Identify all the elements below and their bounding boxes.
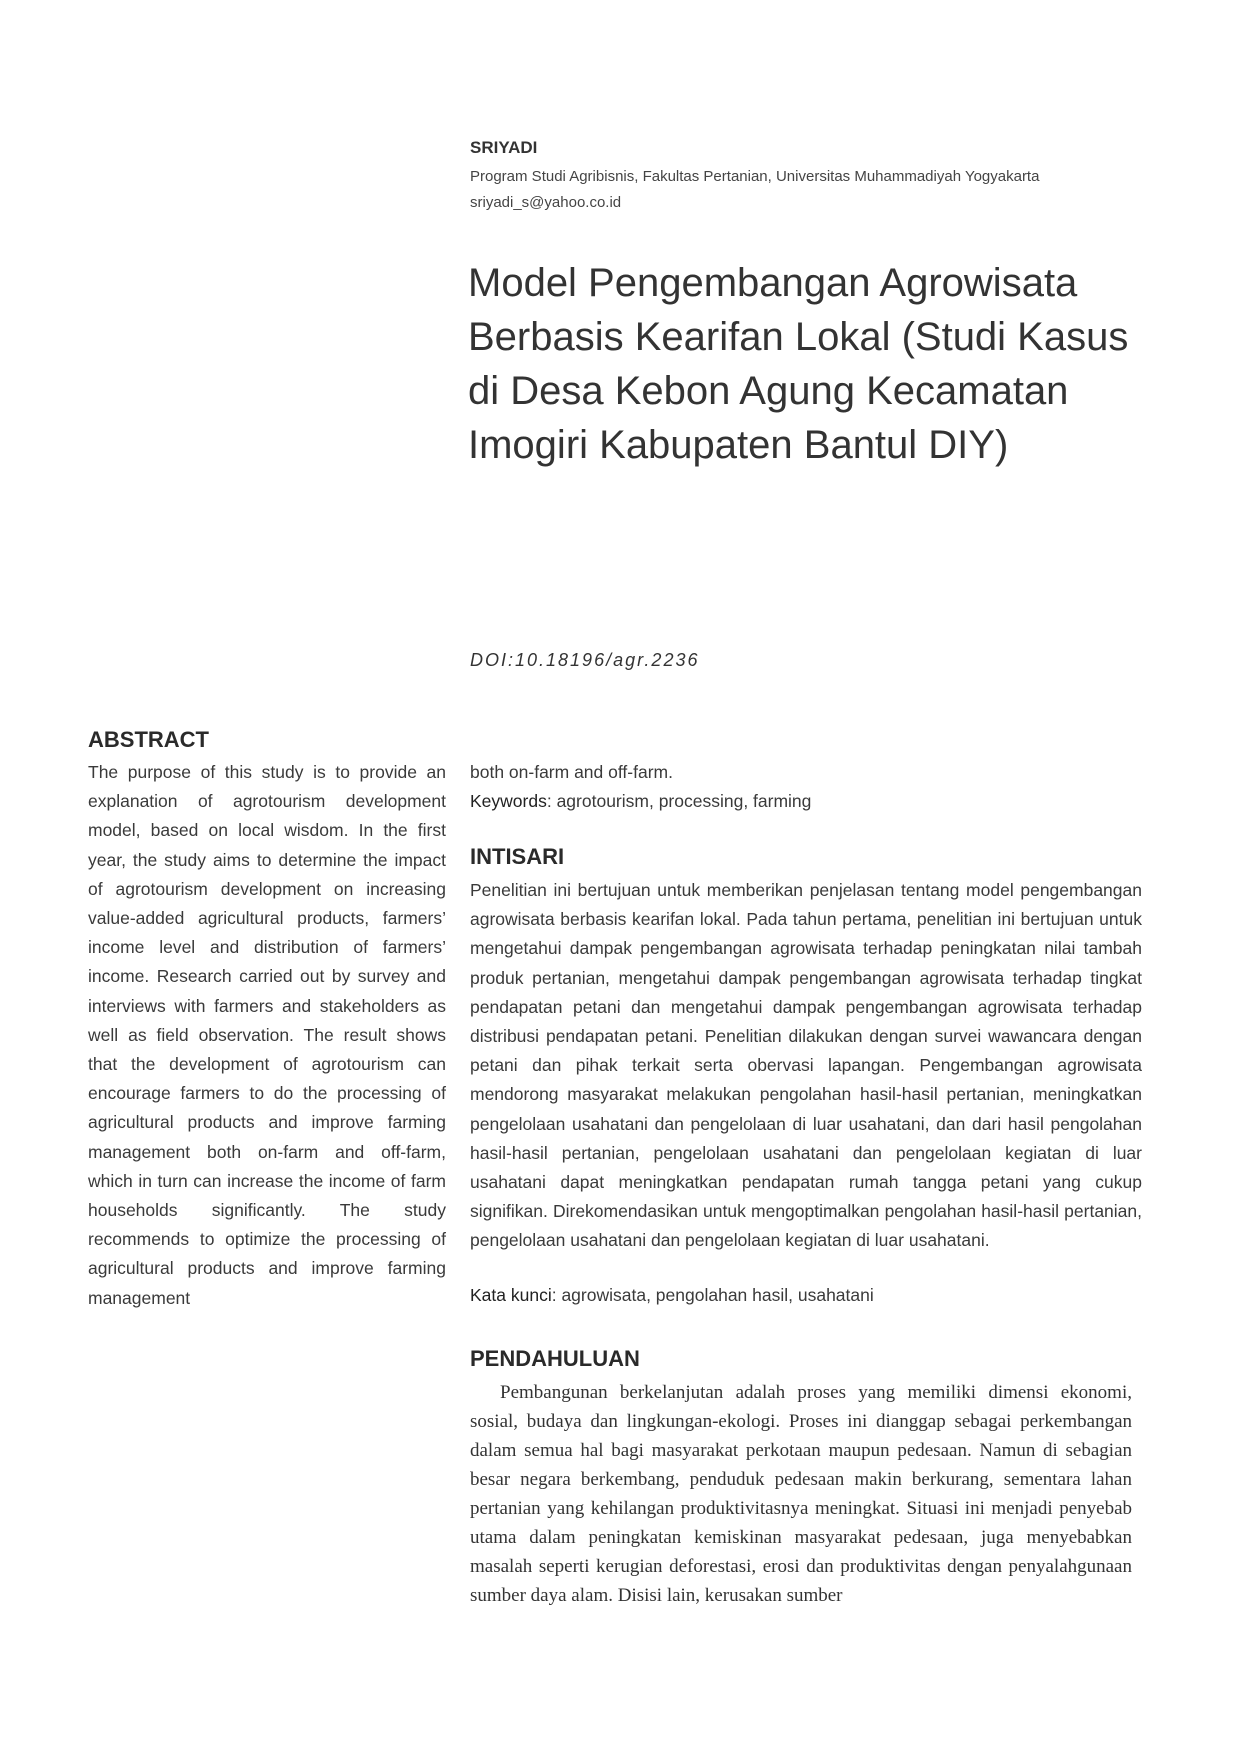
abstract-keywords (470, 787, 811, 816)
intisari-keywords (470, 1281, 874, 1310)
title-line: Imogiri Kabupaten Bantul DIY) (468, 423, 1009, 467)
kata-kunci-value: : agrowisata, pengolahan hasil, usahatani (551, 1285, 874, 1305)
abstract-continuation: both on-farm and off-farm. (470, 762, 673, 782)
author-affiliation: Program Studi Agribisnis, Fakultas Pertanian, Universitas Muhammadiyah Yogyakarta (470, 168, 1040, 185)
abstract-body: The purpose of this study is to provide an explanation of agrotourism development model, based on local wisdom. In the first year, the study aims to determine the impact of agrotourism development on increasing value-added agricultural products, farmers’ income level and distribution of farmers’ income. Research carried out by survey and interviews with farmers and stakeholders as well as field observation. The result shows that the development of agrotourism can encourage farmers to do the processing of agricultural products and improve farming management both on-farm and off-farm, which in turn can increase the income of farm households significantly. The study recommends to optimize the processing of agricultural products and improve farming management (88, 762, 446, 1308)
intisari-heading: INTISARI (470, 844, 565, 869)
pendahuluan-heading: PENDAHULUAN (470, 1346, 640, 1371)
pendahuluan-body: Pembangunan berkelanjutan adalah proses yang memiliki dimensi ekonomi, sosial, budaya dan lingkungan-ekologi. Proses ini dianggap sebagai perkembangan dalam semua hal bagi masyarakat perkotaan maupun pedesaan. Namun di sebagian besar negara berkembang, penduduk pedesaan makin berkurang, sementara lahan pertanian yang kehilangan produktivitasnya meningkat. Situasi ini menjadi penyebab utama dalam peningkatan kemiskinan masyarakat pedesaan, juga menyebabkan masalah seperti kerugian deforestasi, erosi dan produktivitas dengan penyalahgunaan sumber daya alam. Disisi lain, kerusakan sumber (470, 1382, 1132, 1606)
title-line: di Desa Kebon Agung Kecamatan (468, 369, 1069, 413)
author-block (470, 136, 1170, 216)
keywords-label: Keywords (470, 791, 547, 811)
keywords-value: : agrotourism, processing, farming (546, 791, 812, 811)
title-line: Berbasis Kearifan Lokal (Studi Kasus (468, 315, 1129, 359)
author-email: sriyadi_s@yahoo.co.id (470, 194, 622, 211)
abstract-heading: ABSTRACT (88, 727, 209, 752)
doi: DOI:10.18196/agr.2236 (470, 650, 700, 670)
intisari-body: Penelitian ini bertujuan untuk memberikan penjelasan tentang model pengembangan agrowisata berbasis kearifan lokal. Pada tahun pertama, penelitian ini bertujuan untuk mengetahui dampak pengembangan agrowisata terhadap peningkatan nilai tambah produk pertanian, mengetahui dampak pengembangan agrowisata terhadap tingkat pendapatan petani dan mengetahui dampak pengembangan agrowisata terhadap distribusi pendapatan petani. Penelitian dilakukan dengan survei wawancara dengan petani dan pihak terkait serta obervasi lapangan. Pengembangan agrowisata mendorong masyarakat melakukan pengolahan hasil-hasil pertanian, meningkatkan pengelolaan usahatani dan pengelolaan di luar usahatani, dan dari hasil pengolahan hasil-hasil pertanian, pengelolaan usahatani dan pengelolaan kegiatan di luar usahatani dapat meningkatkan pendapatan rumah tangga petani yang cukup signifikan. Direkomendasikan untuk mengoptimalkan pengolahan hasil-hasil pertanian, pengelolaan usahatani dan pengelolaan kegiatan di luar usahatani. (470, 880, 1142, 1251)
kata-kunci-label: Kata kunci (470, 1285, 552, 1305)
paper-title (468, 256, 1168, 472)
author-name: SRIYADI (470, 138, 538, 157)
title-line: Model Pengembangan Agrowisata (468, 261, 1078, 305)
